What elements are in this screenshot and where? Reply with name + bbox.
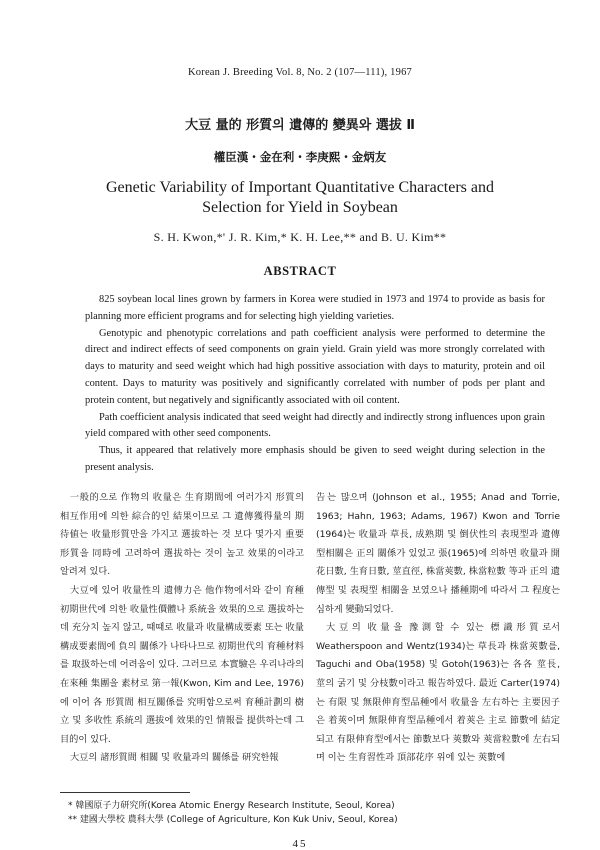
abstract-body [85,292,545,477]
footnote-divider [60,792,190,793]
english-title [0,178,600,218]
footnote-affiliation-1: * 韓國原子力研究所(Korea Atomic Energy Research Institute, Seoul, Korea) [68,801,395,811]
abstract-heading: ABSTRACT [263,264,337,278]
abstract-paragraph: Path coefficient analysis indicated that seed weight had directly and indirectly strong influences upon grain yield compared with other seed components. [85,411,545,440]
abstract-paragraph: 825 soybean local lines grown by farmers in Korea were studied in 1973 and 1974 to provide as basis for planning more efficient programs and for selecting high yielding varieties. [85,294,545,322]
footnote-affiliation-2: ** 建國大學校 農科大學 (College of Agriculture, Kon Kuk Univ, Seoul, Korea) [68,815,398,825]
korean-authors: 權臣漢・金在利・李庚熙・金炳友 [213,150,387,164]
korean-title: 大豆 量的 形質의 遺傳的 變異와 選拔 Ⅱ [185,118,415,133]
body-paragraph: 一般的으로 作物의 收量은 生育期間에 여러가지 形質의 相互作用에 의한 綜合的인 結果이므로 그 遺傳獲得量의 期待値는 收量形質만을 가지고 選拔하는 것 보다 몇가지 重要形質을 同時에 고려하여 選拔하는 것이 높고 效果的이라고 알려져 있다. [60,492,304,578]
body-left-column [60,489,304,768]
english-authors: S. H. Kwon,*' J. R. Kim,* K. H. Lee,** and B. U. Kim** [153,230,447,244]
abstract-paragraph: Thus, it appeared that relatively more emphasis should be given to seed weight during selection in the present analysis. [85,445,545,473]
english-title-line-1: Genetic Variability of Important Quantitative Characters and [105,179,494,196]
body-paragraph: 大豆의 收量을 豫測할 수 있는 標識形質로서 Weatherspoon and Wentz(1934)는 草長과 株當莢數를, Taguchi and Oba(1958) 및 Gotoh(1963)는 各各 莖長, 莖의 굵기 및 分枝數이라고 報告하였다. 最近 Carter(1974)는 有限 및 無限伸育型品種에서 收量을 左右하는 主要因子은 着莢이며 無限伸育型品種에서 着莢은 主로 節數에 結定되고 有限伸育型에서는 節數보다 莢數와 莢當粒數에 左右되며 이는 生育習性과 頂部花序 위에 있는 莢數에 [316,622,560,764]
body-right-column [316,489,560,768]
body-paragraph: 大豆의 諸形質間 相關 및 收量과의 關係를 研究한報 [70,752,279,764]
journal-citation: Korean J. Breeding Vol. 8, No. 2 (107—111), 1967 [188,67,412,78]
body-paragraph: 大豆에 있어 收量性의 遺傳力은 他作物에서와 같이 育種初期世代에 의한 收量性價體나 系統을 效果的으로 選拔하는데 充分치 높지 않고, 때때로 收量과 收量構成要素 또는 收量構成要素間에 負의 關係가 나타나므로 初期世代의 育種材料를 取扱하는데 어려움이 있다. 그러므로 本實驗은 우리나라의 在來種 集團을 素材로 第一報(Kwon, Kim and Lee, 1976)에 이어 各 形質間 相互關係를 究明함으로써 育種計劃의 樹立 및 多收性 系統의 選拔에 效果的인 情報를 提供하는데 그 目的이 있다. [60,584,304,745]
english-title-line-2: Selection for Yield in Soybean [202,199,398,216]
page-number: 45 [292,838,308,850]
abstract-paragraph: Genotypic and phenotypic correlations and path coefficient analysis were performed to determine the direct and indirect effects of seed components on grain yield. Grain yield was more strongly correlated with days to maturity and seed weight which had high possitive association with days to maturity, protein and oil content. Days to maturity was positively and significantly correlated with number of pods per plant and protein content, but negatively and significantly associated with oil content. [85,327,545,406]
body-paragraph: 告는 많으며 (Johnson et al., 1955; Anad and Torrie, 1963; Hahn, 1963; Adams, 1967) Kwon and Torrie (1964)는 收量과 草長, 成熟期 및 倒伏性의 表現型과 遺傳型相關은 正의 關係가 있었고 張(1965)에 의하면 收量과 開花日數, 生育日數, 莖直徑, 株當莢數, 株當粒數 等과 正의 遺傳型 및 表現型 相關을 보였으나 播種期에 따라서 그 程度는 심하게 變動되었다. [316,492,560,615]
